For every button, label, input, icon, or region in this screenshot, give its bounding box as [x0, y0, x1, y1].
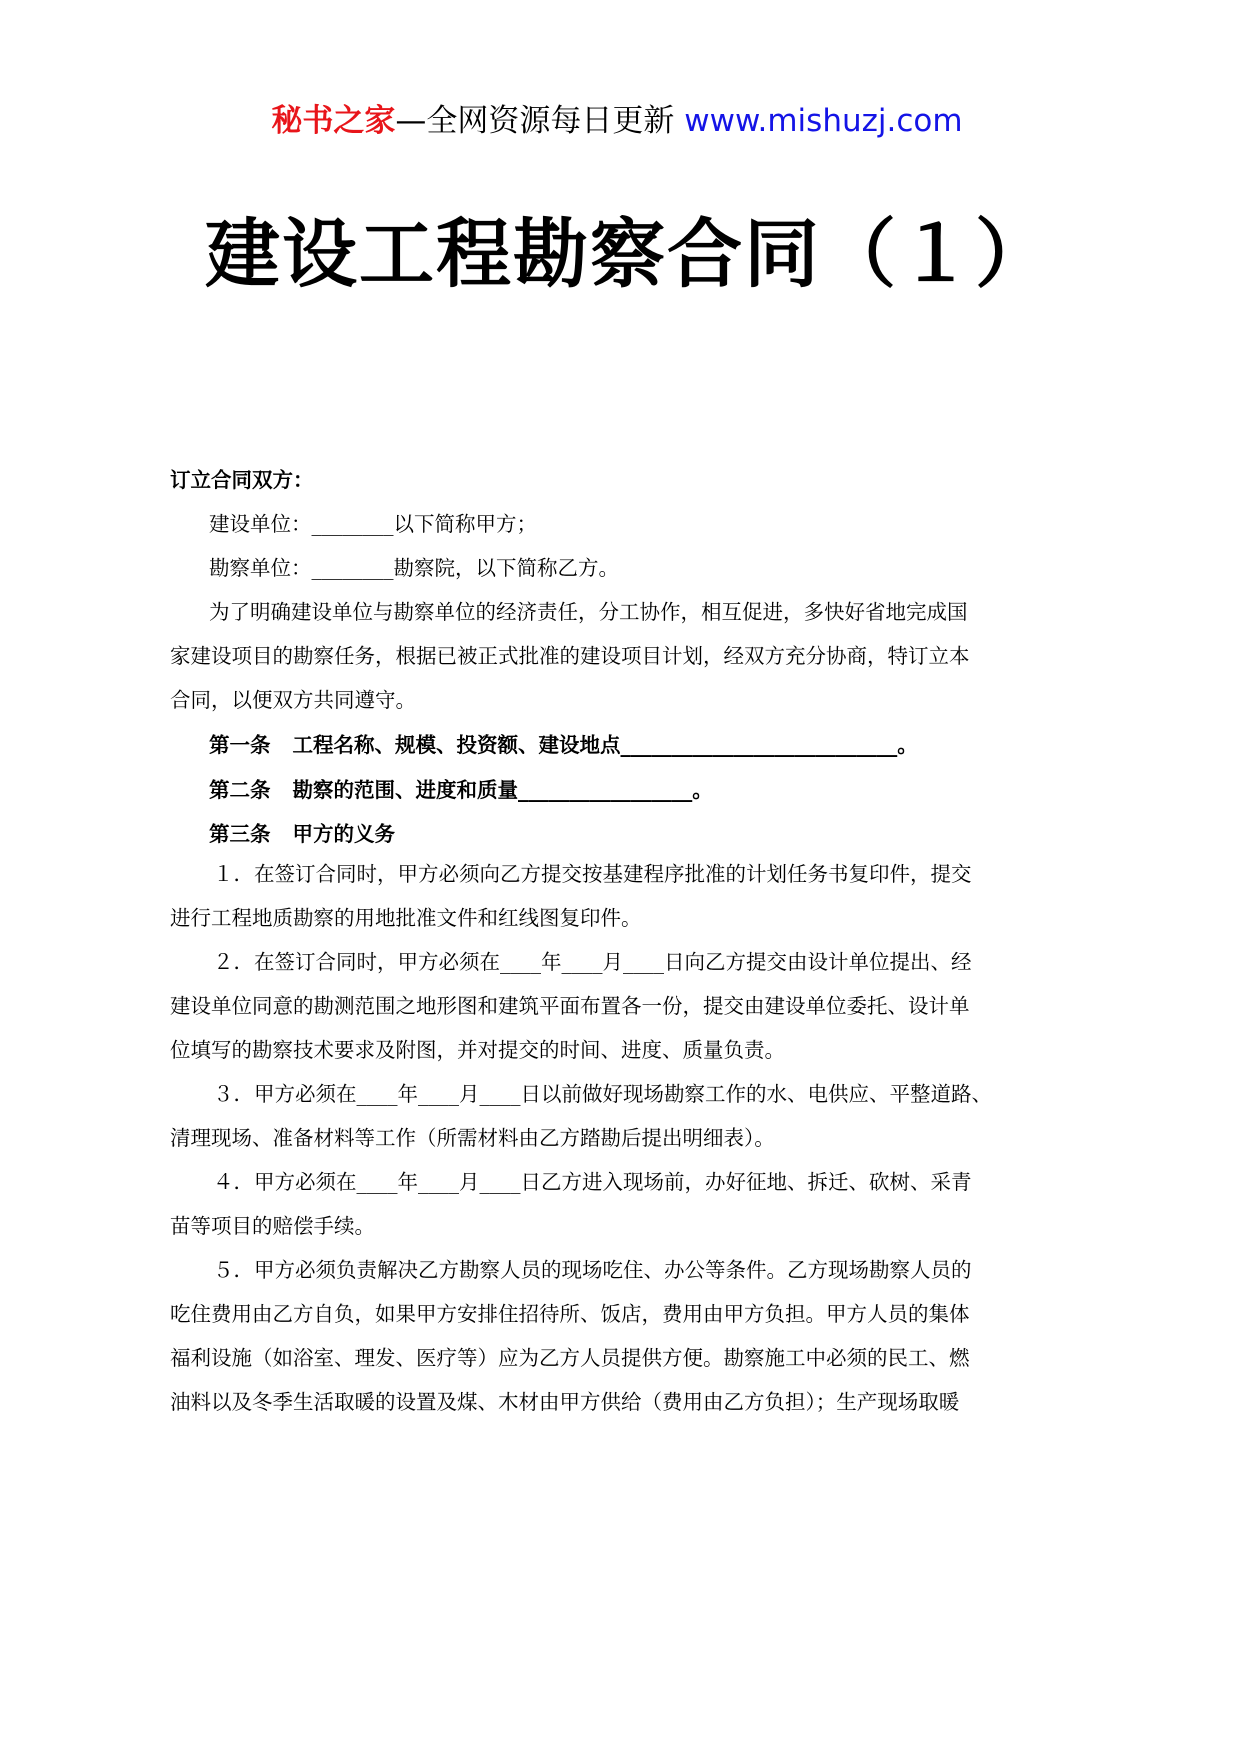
article-1	[209, 731, 918, 759]
clause-2-line-1: ２．在签订合同时，甲方必须在____年____月____日向乙方提交由设计单位提出、经	[213, 950, 972, 974]
intro-line-3: 合同，以便双方共同遵守。	[170, 688, 416, 712]
clause-4-line-1: ４．甲方必须在____年____月____日乙方进入现场前，办好征地、拆迁、砍树、采青	[213, 1170, 972, 1194]
article-2-number: 第二条	[209, 778, 271, 802]
clause-5-line-3: 福利设施（如浴室、理发、医疗等）应为乙方人员提供方便。勘察施工中必须的民工、燃	[170, 1346, 970, 1370]
article-1-text: 工程名称、规模、投资额、建设地点___________________________。	[292, 733, 918, 757]
article-3-text: 甲方的义务	[292, 822, 395, 846]
clause-3-line-2: 清理现场、准备材料等工作（所需材料由乙方踏勘后提出明细表）。	[170, 1126, 775, 1150]
site-banner	[0, 101, 1234, 141]
clause-1-line-2: 进行工程地质勘察的用地批准文件和红线图复印件。	[170, 906, 642, 930]
brand-name: 秘书之家	[271, 103, 396, 139]
article-1-number: 第一条	[209, 733, 271, 757]
intro-line-2: 家建设项目的勘察任务，根据已被正式批准的建设项目计划，经双方充分协商，特订立本	[170, 644, 970, 668]
clause-1-line-1: １．在签订合同时，甲方必须向乙方提交按基建程序批准的计划任务书复印件，提交	[213, 862, 972, 886]
article-3	[209, 820, 395, 848]
article-3-number: 第三条	[209, 822, 271, 846]
clause-2-line-3: 位填写的勘察技术要求及附图，并对提交的时间、进度、质量负责。	[170, 1038, 785, 1062]
clause-5-line-2: 吃住费用由乙方自负，如果甲方安排住招待所、饭店，费用由甲方负担。甲方人员的集体	[170, 1302, 970, 1326]
party-a: 建设单位：________以下简称甲方；	[209, 512, 537, 536]
parties-heading: 订立合同双方：	[170, 468, 314, 492]
clause-5-line-1: ５．甲方必须负责解决乙方勘察人员的现场吃住、办公等条件。乙方现场勘察人员的	[213, 1258, 972, 1282]
clause-2-line-2: 建设单位同意的勘测范围之地形图和建筑平面布置各一份，提交由建设单位委托、设计单	[170, 994, 970, 1018]
clause-4-line-2: 苗等项目的赔偿手续。	[170, 1214, 375, 1238]
clause-5-line-4: 油料以及冬季生活取暖的设置及煤、木材由甲方供给（费用由乙方负担）；生产现场取暖	[170, 1390, 960, 1414]
site-url-link[interactable]: www.mishuzj.com	[684, 103, 963, 139]
intro-line-1: 为了明确建设单位与勘察单位的经济责任，分工协作，相互促进，多快好省地完成国	[209, 600, 968, 624]
banner-slogan: —全网资源每日更新	[395, 103, 675, 139]
document-title: 建设工程勘察合同（１）	[205, 210, 1053, 298]
clause-3-line-1: ３．甲方必须在____年____月____日以前做好现场勘察工作的水、电供应、平整道路、	[213, 1082, 992, 1106]
article-2-text: 勘察的范围、进度和质量_________________。	[292, 778, 713, 802]
article-2	[209, 776, 713, 804]
party-b: 勘察单位：________勘察院，以下简称乙方。	[209, 556, 619, 580]
